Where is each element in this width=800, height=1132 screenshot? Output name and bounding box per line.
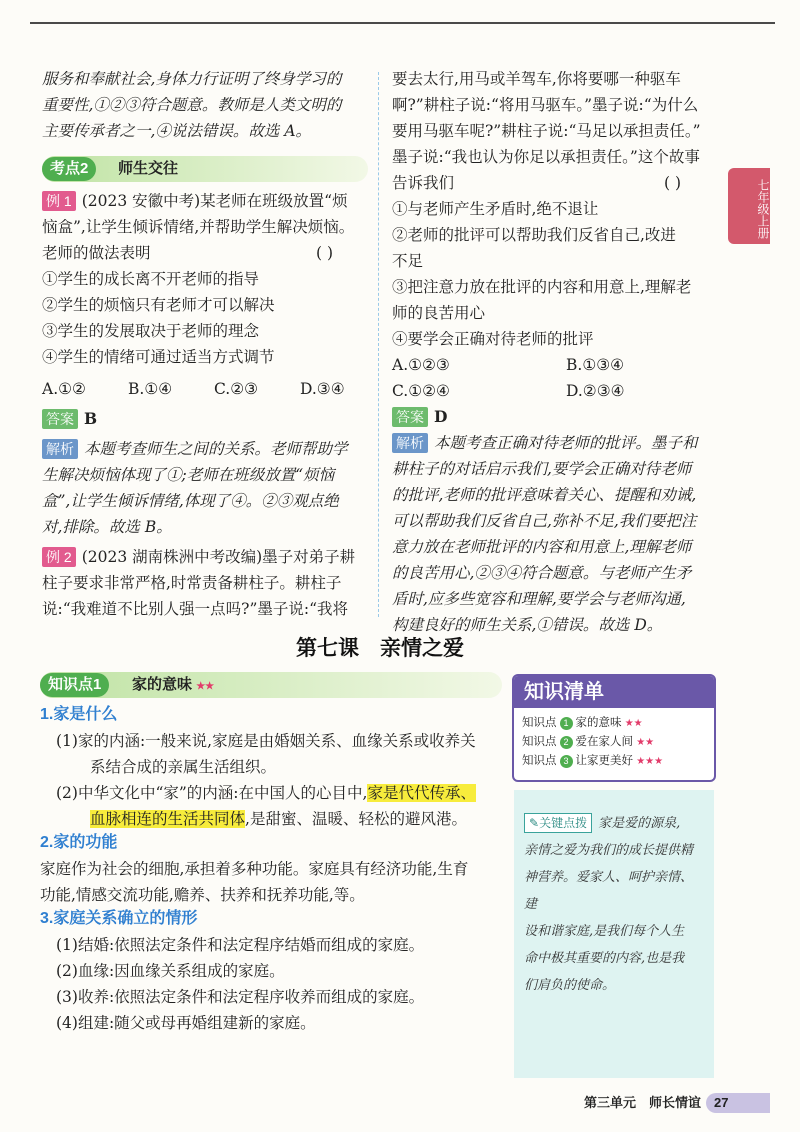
answer-line: [42, 406, 97, 432]
option-item: ①学生的成长离不开老师的指导: [42, 270, 260, 288]
choice-b: B.①④: [128, 380, 173, 398]
analysis-line: 构建良好的师生关系,①错误。故选 D。: [392, 616, 663, 634]
option-item: 师的良苦用心: [392, 304, 486, 322]
knowledge-list-item[interactable]: 知识点 2 爱在家人间 ★★: [522, 736, 655, 748]
page-number: 27: [714, 1095, 729, 1110]
highlight-text: 血脉相连的生活共同体: [90, 810, 246, 828]
kp-list-item: (4)组建:随父或母再婚组建新的家庭。: [56, 1014, 316, 1032]
section-title: 师生交往: [118, 160, 179, 177]
example-2-line: 说:“我难道不比别人强一点吗?”墨子说:“我将: [42, 600, 349, 618]
choice-d: D.②③④: [566, 382, 625, 400]
kp-heading: 3.家庭关系确立的情形: [40, 910, 198, 927]
choice-d: D.③④: [300, 380, 345, 398]
story-line: 啊?”耕柱子说:“将用马驱车。”墨子说:“为什么: [392, 96, 699, 114]
analysis-line: 意力放在老师批评的内容和用意上,理解老师: [392, 538, 692, 556]
example-1-line: 老师的做法表明: [42, 244, 151, 262]
analysis-line: 解析 本题考查正确对待老师的批评。墨子和: [392, 430, 698, 456]
kp-paragraph: 系结合成的亲属生活组织。: [90, 758, 277, 776]
example-tag: 例 2: [42, 547, 76, 567]
intro-line: 服务和奉献社会,身体力行证明了终身学习的: [42, 70, 342, 88]
option-item: ③把注意力放在批评的内容和用意上,理解老: [392, 278, 692, 296]
footer-unit: 第三单元 师长情谊: [584, 1095, 702, 1110]
option-item: 不足: [392, 252, 424, 270]
lightbulb-icon: ✎: [529, 816, 540, 830]
analysis-line: 生解决烦恼体现了①;老师在班级放置“烦恼: [42, 466, 335, 484]
column-divider: [378, 72, 379, 617]
kp-list-item: (3)收养:依照法定条件和法定程序收养而组成的家庭。: [56, 988, 425, 1006]
choice-c: C.①②④: [392, 382, 450, 400]
analysis-tag: 解析: [42, 439, 78, 459]
option-item: ④学生的情绪可通过适当方式调节: [42, 348, 275, 366]
key-tip-text: 亲情之爱为我们的成长提供精: [524, 843, 694, 858]
key-tip-text: 命中极其重要的内容,也是我: [524, 951, 685, 966]
key-tip-text: 神营养。爱家人、呵护亲情、建: [524, 870, 694, 912]
analysis-line: 解析 本题考查师生之间的关系。老师帮助学: [42, 436, 348, 462]
story-line: 墨子说:“我也认为你足以承担责任。”这个故事: [392, 148, 700, 166]
knowledge-list-panel: [512, 674, 716, 782]
story-line: 要用马驱车呢?”耕柱子说:“马足以承担责任。”: [392, 122, 701, 140]
choice-b: B.①③④: [566, 356, 625, 374]
choice-a: A.①②: [42, 380, 86, 398]
answer-value: B: [84, 409, 98, 428]
kp-heading: 1.家是什么: [40, 706, 118, 723]
example-1-line: 例 1 (2023 安徽中考)某老师在班级放置“烦: [42, 188, 348, 214]
key-tip-text: 设和谐家庭,是我们每个人生: [524, 924, 685, 939]
answer-tag: 答案: [42, 409, 78, 429]
option-item: ②学生的烦恼只有老师才可以解决: [42, 296, 275, 314]
knowledge-list-item[interactable]: 知识点 3 让家更美好 ★★★: [522, 755, 664, 767]
choice-a: A.①②③: [392, 356, 450, 374]
intro-line: 重要性,①②③符合题意。教师是人类文明的: [42, 96, 342, 114]
answer-paren: ( ): [664, 174, 682, 192]
example-1-line: 恼盒”,让学生倾诉情绪,并帮助学生解决烦恼。: [42, 218, 355, 236]
page-number-badge: [706, 1093, 770, 1113]
number-badge: 3: [560, 755, 573, 768]
example-2-line: 例 2 (2023 湖南株洲中考改编)墨子对弟子耕: [42, 544, 355, 570]
option-item: ④要学会正确对待老师的批评: [392, 330, 594, 348]
kp-paragraph: 血脉相连的生活共同体,是甜蜜、温暖、轻松的避风港。: [90, 810, 467, 828]
knowledge-list-title: 知识清单: [514, 676, 714, 708]
difficulty-stars: ★★: [196, 681, 215, 692]
kp-list-item: (1)结婚:依照法定条件和法定程序结婚而组成的家庭。: [56, 936, 425, 954]
grade-side-tab: [728, 168, 770, 244]
number-badge: 2: [560, 736, 573, 749]
story-line: 告诉我们: [392, 174, 455, 192]
kp-paragraph: 功能,情感交流功能,赡养、扶养和抚养功能,等。: [40, 886, 365, 904]
kp-paragraph: (1)家的内涵:一般来说,家庭是由婚姻关系、血缘关系或收养关: [56, 732, 476, 750]
choice-c: C.②③: [214, 380, 259, 398]
example-tag: 例 1: [42, 191, 76, 211]
lesson-title: 第七课 亲情之爱: [296, 637, 464, 660]
analysis-line: 的良苦用心,②③④符合题意。与老师产生矛: [392, 564, 692, 582]
kp-pill: 知识点1: [40, 673, 109, 697]
analysis-line: 盒”,让学生倾诉情绪,体现了④。②③观点绝: [42, 492, 339, 510]
kp-list-item: (2)血缘:因血缘关系组成的家庭。: [56, 962, 285, 980]
highlight-text: 家是代代传承、: [367, 784, 476, 802]
answer-line: [392, 404, 447, 430]
kp-bar: [40, 672, 502, 698]
kp-title: 家的意味 ★★: [132, 676, 215, 693]
analysis-line: 可以帮助我们反省自己,弥补不足,我们要把注: [392, 512, 697, 530]
top-rule: [30, 22, 775, 24]
answer-paren: ( ): [316, 244, 334, 262]
section-pill: 考点2: [42, 157, 96, 181]
option-item: ③学生的发展取决于老师的理念: [42, 322, 260, 340]
key-tip-panel: [514, 790, 714, 1078]
analysis-line: 的批评,老师的批评意味着关心、提醒和劝诫,: [392, 486, 697, 504]
answer-value: D: [434, 407, 448, 426]
option-item: ①与老师产生矛盾时,绝不退让: [392, 200, 599, 218]
analysis-tag: 解析: [392, 433, 428, 453]
number-badge: 1: [560, 717, 573, 730]
answer-tag: 答案: [392, 407, 428, 427]
story-line: 要去太行,用马或羊驾车,你将要哪一种驱车: [392, 70, 681, 88]
analysis-line: 耕柱子的对话启示我们,要学会正确对待老师: [392, 460, 692, 478]
key-tip-label: ✎关键点拨: [524, 813, 592, 833]
example-2-line: 柱子要求非常严格,时常责备耕柱子。耕柱子: [42, 574, 342, 592]
intro-line: 主要传承者之一,④说法错误。故选 A。: [42, 122, 312, 140]
kp-heading: 2.家的功能: [40, 834, 118, 851]
grade-side-tab-label: 七年级上册: [756, 179, 770, 239]
knowledge-list-item[interactable]: 知识点 1 家的意味 ★★: [522, 717, 643, 729]
option-item: ②老师的批评可以帮助我们反省自己,改进: [392, 226, 676, 244]
kp-paragraph: 家庭作为社会的细胞,承担着多种功能。家庭具有经济功能,生育: [40, 860, 469, 878]
key-tip-text: 家是爱的源泉,: [598, 816, 681, 831]
analysis-line: 对,排除。故选 B。: [42, 518, 172, 536]
analysis-line: 盾时,应多些宽容和理解,要学会与老师沟通,: [392, 590, 686, 608]
key-tip-text: 们肩负的使命。: [524, 978, 616, 993]
kp-paragraph: (2)中华文化中“家”的内涵:在中国人的心目中,家是代代传承、: [56, 784, 476, 802]
